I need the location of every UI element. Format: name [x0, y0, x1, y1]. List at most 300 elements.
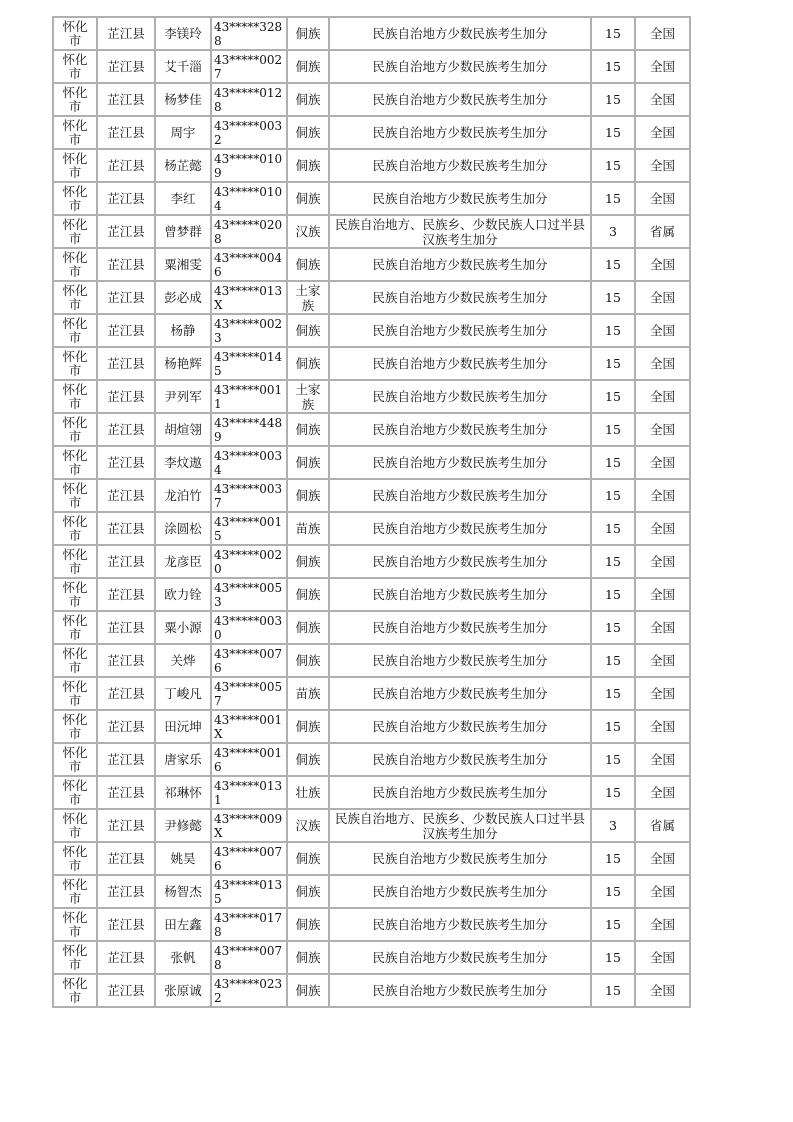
name-cell: 杨艳辉: [155, 347, 211, 380]
bonus-reason-cell: [329, 842, 591, 875]
county-cell: 芷江县: [97, 182, 155, 215]
id-number-cell-text: 43*****0131: [214, 778, 283, 807]
city-cell-text: 怀化市: [62, 381, 88, 411]
id-number-cell: [211, 809, 287, 842]
name-cell: 欧力铨: [155, 578, 211, 611]
scope-cell: 全国: [635, 677, 690, 710]
ethnicity-cell: [287, 50, 329, 83]
city-cell-text: 怀化市: [62, 183, 88, 213]
city-cell: [53, 116, 97, 149]
city-cell: [53, 413, 97, 446]
id-number-cell-text: 43*****0178: [214, 910, 283, 939]
city-cell-text: 怀化市: [62, 876, 88, 906]
city-cell: [53, 281, 97, 314]
bonus-reason-cell-text: 民族自治地方少数民族考生加分: [372, 521, 548, 536]
name-cell: 杨芷懿: [155, 149, 211, 182]
id-number-cell-text: 43*****0015: [214, 514, 283, 543]
name-cell: 粟小源: [155, 611, 211, 644]
ethnicity-cell: [287, 677, 329, 710]
bonus-reason-cell-text: 民族自治地方少数民族考生加分: [372, 158, 548, 173]
bonus-reason-cell: [329, 644, 591, 677]
bonus-reason-cell-text: 民族自治地方少数民族考生加分: [372, 422, 548, 437]
ethnicity-cell-text: 侗族: [295, 917, 321, 932]
city-cell: [53, 578, 97, 611]
ethnicity-cell-text: 侗族: [295, 158, 321, 173]
county-cell: 芷江县: [97, 83, 155, 116]
id-number-cell: [211, 380, 287, 413]
bonus-reason-cell-text: 民族自治地方少数民族考生加分: [372, 323, 548, 338]
city-cell: [53, 974, 97, 1007]
city-cell-text: 怀化市: [62, 579, 88, 609]
table-row: [53, 974, 690, 1007]
bonus-reason-cell: [329, 974, 591, 1007]
id-number-cell: [211, 83, 287, 116]
bonus-reason-cell-text: 民族自治地方少数民族考生加分: [372, 719, 548, 734]
bonus-reason-cell: [329, 611, 591, 644]
id-number-cell-text: 43*****0053: [214, 580, 283, 609]
bonus-reason-cell-text: 民族自治地方少数民族考生加分: [372, 653, 548, 668]
ethnicity-cell-text: 壮族: [295, 785, 321, 800]
table-row: [53, 149, 690, 182]
ethnicity-cell: [287, 413, 329, 446]
id-number-cell: [211, 941, 287, 974]
scope-cell: 全国: [635, 380, 690, 413]
bonus-reason-cell-text: 民族自治地方少数民族考生加分: [372, 125, 548, 140]
city-cell: [53, 446, 97, 479]
ethnicity-cell: [287, 545, 329, 578]
bonus-reason-cell-text: 民族自治地方少数民族考生加分: [372, 257, 548, 272]
id-number-cell: [211, 182, 287, 215]
table-row: [53, 314, 690, 347]
ethnicity-cell: [287, 182, 329, 215]
bonus-reason-cell: [329, 413, 591, 446]
name-cell: 胡煊翎: [155, 413, 211, 446]
county-cell: 芷江县: [97, 908, 155, 941]
city-cell: [53, 875, 97, 908]
county-cell: 芷江县: [97, 776, 155, 809]
ethnicity-cell-text: 侗族: [295, 851, 321, 866]
table-row: [53, 875, 690, 908]
id-number-cell: [211, 479, 287, 512]
id-number-cell-text: 43*****0109: [214, 151, 283, 180]
city-cell: [53, 776, 97, 809]
id-number-cell: [211, 710, 287, 743]
name-cell: 周宇: [155, 116, 211, 149]
id-number-cell-text: 43*****0016: [214, 745, 283, 774]
ethnicity-cell-text: 侗族: [295, 92, 321, 107]
id-number-cell: [211, 842, 287, 875]
ethnicity-cell: [287, 974, 329, 1007]
county-cell: 芷江县: [97, 578, 155, 611]
city-cell-text: 怀化市: [62, 975, 88, 1005]
ethnicity-cell-text: 土家族: [295, 381, 321, 412]
name-cell: 丁峻凡: [155, 677, 211, 710]
id-number-cell: [211, 413, 287, 446]
scope-cell: 全国: [635, 611, 690, 644]
bonus-reason-cell-text: 民族自治地方少数民族考生加分: [372, 389, 548, 404]
city-cell-text: 怀化市: [62, 480, 88, 510]
bonus-reason-cell-text: 民族自治地方少数民族考生加分: [372, 917, 548, 932]
ethnicity-cell-text: 汉族: [295, 224, 321, 239]
city-cell-text: 怀化市: [62, 150, 88, 180]
ethnicity-cell: [287, 380, 329, 413]
id-number-cell-text: 43*****0034: [214, 448, 283, 477]
id-number-cell: [211, 776, 287, 809]
id-number-cell: [211, 17, 287, 50]
city-cell: [53, 479, 97, 512]
id-number-cell-text: 43*****0037: [214, 481, 283, 510]
city-cell-text: 怀化市: [62, 711, 88, 741]
id-number-cell-text: 43*****0046: [214, 250, 283, 279]
table-row: [53, 908, 690, 941]
ethnicity-cell-text: 侗族: [295, 26, 321, 41]
bonus-reason-cell: [329, 215, 591, 248]
scope-cell: 全国: [635, 413, 690, 446]
county-cell: 芷江县: [97, 347, 155, 380]
name-cell: 龙泊竹: [155, 479, 211, 512]
ethnicity-cell: [287, 149, 329, 182]
bonus-reason-cell: [329, 446, 591, 479]
name-cell: 张原诚: [155, 974, 211, 1007]
ethnicity-cell-text: 侗族: [295, 752, 321, 767]
ethnicity-cell: [287, 875, 329, 908]
bonus-reason-cell: [329, 743, 591, 776]
ethnicity-cell: [287, 479, 329, 512]
bonus-points-cell: 15: [591, 512, 635, 545]
ethnicity-cell-text: 侗族: [295, 356, 321, 371]
city-cell: [53, 644, 97, 677]
ethnicity-cell: [287, 314, 329, 347]
ethnicity-cell-text: 侗族: [295, 719, 321, 734]
bonus-points-cell: 3: [591, 809, 635, 842]
id-number-cell-text: 43*****0057: [214, 679, 283, 708]
ethnicity-cell-text: 侗族: [295, 983, 321, 998]
county-cell: 芷江县: [97, 479, 155, 512]
name-cell: 艾千淄: [155, 50, 211, 83]
id-number-cell-text: 43*****0011: [214, 382, 283, 411]
ethnicity-cell: [287, 281, 329, 314]
scope-cell: 全国: [635, 50, 690, 83]
bonus-reason-cell-text: 民族自治地方少数民族考生加分: [372, 455, 548, 470]
ethnicity-cell: [287, 17, 329, 50]
city-cell-text: 怀化市: [62, 810, 88, 840]
id-number-cell: [211, 281, 287, 314]
city-cell: [53, 347, 97, 380]
id-number-cell-text: 43*****0020: [214, 547, 283, 576]
table-row: [53, 611, 690, 644]
city-cell-text: 怀化市: [62, 249, 88, 279]
name-cell: 龙彦臣: [155, 545, 211, 578]
scope-cell: 全国: [635, 248, 690, 281]
name-cell: 杨静: [155, 314, 211, 347]
ethnicity-cell: [287, 83, 329, 116]
id-number-cell-text: 43*****3288: [214, 19, 283, 48]
city-cell-text: 怀化市: [62, 18, 88, 48]
table-row: [53, 479, 690, 512]
county-cell: 芷江县: [97, 611, 155, 644]
name-cell: 杨智杰: [155, 875, 211, 908]
table-row: [53, 83, 690, 116]
name-cell: 彭必成: [155, 281, 211, 314]
ethnicity-cell-text: 侗族: [295, 620, 321, 635]
bonus-reason-cell: [329, 248, 591, 281]
scope-cell: 全国: [635, 17, 690, 50]
table-row: [53, 512, 690, 545]
bonus-points-cell: 15: [591, 380, 635, 413]
bonus-reason-cell: [329, 380, 591, 413]
table-row: [53, 677, 690, 710]
id-number-cell-text: 43*****0128: [214, 85, 283, 114]
table-body: [53, 17, 690, 1007]
ethnicity-cell-text: 侗族: [295, 257, 321, 272]
scope-cell: 全国: [635, 941, 690, 974]
ethnicity-cell: [287, 215, 329, 248]
table-row: [53, 215, 690, 248]
bonus-reason-cell: [329, 116, 591, 149]
bonus-points-cell: 15: [591, 149, 635, 182]
city-cell: [53, 182, 97, 215]
county-cell: 芷江县: [97, 941, 155, 974]
bonus-reason-cell: [329, 875, 591, 908]
county-cell: 芷江县: [97, 644, 155, 677]
ethnicity-cell-text: 汉族: [295, 818, 321, 833]
city-cell-text: 怀化市: [62, 546, 88, 576]
city-cell: [53, 677, 97, 710]
county-cell: 芷江县: [97, 743, 155, 776]
bonus-reason-cell-text: 民族自治地方少数民族考生加分: [372, 884, 548, 899]
bonus-reason-cell: [329, 314, 591, 347]
bonus-reason-cell: [329, 281, 591, 314]
scope-cell: 全国: [635, 776, 690, 809]
bonus-reason-cell: [329, 17, 591, 50]
ethnicity-cell-text: 侗族: [295, 191, 321, 206]
bonus-points-cell: 15: [591, 83, 635, 116]
name-cell: 田左鑫: [155, 908, 211, 941]
id-number-cell: [211, 974, 287, 1007]
scope-cell: 全国: [635, 875, 690, 908]
bonus-points-cell: 15: [591, 644, 635, 677]
bonus-points-cell: 15: [591, 677, 635, 710]
scope-cell: 全国: [635, 545, 690, 578]
bonus-points-cell: 15: [591, 446, 635, 479]
id-number-cell-text: 43*****0135: [214, 877, 283, 906]
bonus-reason-cell-text: 民族自治地方少数民族考生加分: [372, 983, 548, 998]
bonus-reason-cell-text: 民族自治地方少数民族考生加分: [372, 26, 548, 41]
bonus-points-cell: 15: [591, 413, 635, 446]
city-cell: [53, 941, 97, 974]
ethnicity-cell-text: 侗族: [295, 884, 321, 899]
county-cell: 芷江县: [97, 875, 155, 908]
scope-cell: 全国: [635, 83, 690, 116]
bonus-points-cell: 15: [591, 182, 635, 215]
id-number-cell: [211, 116, 287, 149]
bonus-reason-cell: [329, 182, 591, 215]
city-cell: [53, 611, 97, 644]
bonus-points-cell: 15: [591, 314, 635, 347]
bonus-reason-cell: [329, 149, 591, 182]
city-cell-text: 怀化市: [62, 777, 88, 807]
table-row: [53, 281, 690, 314]
city-cell: [53, 17, 97, 50]
city-cell: [53, 248, 97, 281]
bonus-reason-cell: [329, 578, 591, 611]
bonus-points-cell: 15: [591, 248, 635, 281]
ethnicity-cell-text: 侗族: [295, 950, 321, 965]
city-cell-text: 怀化市: [62, 645, 88, 675]
id-number-cell: [211, 347, 287, 380]
scope-cell: 全国: [635, 842, 690, 875]
scope-cell: 全国: [635, 512, 690, 545]
table-row: [53, 116, 690, 149]
city-cell-text: 怀化市: [62, 117, 88, 147]
city-cell-text: 怀化市: [62, 678, 88, 708]
bonus-points-cell: 15: [591, 347, 635, 380]
bonus-reason-cell-text: 民族自治地方少数民族考生加分: [372, 59, 548, 74]
id-number-cell: [211, 908, 287, 941]
city-cell-text: 怀化市: [62, 414, 88, 444]
id-number-cell: [211, 743, 287, 776]
ethnicity-cell: [287, 578, 329, 611]
bonus-reason-cell-text: 民族自治地方少数民族考生加分: [372, 785, 548, 800]
table-row: [53, 776, 690, 809]
id-number-cell: [211, 446, 287, 479]
ethnicity-cell: [287, 842, 329, 875]
id-number-cell-text: 43*****0208: [214, 217, 283, 246]
scope-cell: 全国: [635, 149, 690, 182]
bonus-points-cell: 15: [591, 50, 635, 83]
bonus-reason-cell: [329, 677, 591, 710]
id-number-cell: [211, 314, 287, 347]
bonus-points-cell: 15: [591, 776, 635, 809]
id-number-cell: [211, 677, 287, 710]
bonus-reason-cell-text: 民族自治地方少数民族考生加分: [372, 356, 548, 371]
county-cell: 芷江县: [97, 50, 155, 83]
ethnicity-cell: [287, 116, 329, 149]
ethnicity-cell: [287, 776, 329, 809]
county-cell: 芷江县: [97, 17, 155, 50]
city-cell: [53, 545, 97, 578]
name-cell: 杨梦佳: [155, 83, 211, 116]
id-number-cell: [211, 545, 287, 578]
ethnicity-cell: [287, 611, 329, 644]
city-cell-text: 怀化市: [62, 744, 88, 774]
ethnicity-cell: [287, 347, 329, 380]
bonus-reason-cell-text: 民族自治地方少数民族考生加分: [372, 851, 548, 866]
scope-cell: 全国: [635, 281, 690, 314]
city-cell: [53, 908, 97, 941]
bonus-reason-cell-text: 民族自治地方少数民族考生加分: [372, 554, 548, 569]
bonus-reason-cell: [329, 347, 591, 380]
bonus-reason-cell: [329, 809, 591, 842]
scope-cell: 全国: [635, 347, 690, 380]
id-number-cell-text: 43*****0076: [214, 646, 283, 675]
id-number-cell-text: 43*****013X: [214, 283, 283, 312]
county-cell: 芷江县: [97, 512, 155, 545]
table-row: [53, 743, 690, 776]
id-number-cell-text: 43*****0023: [214, 316, 283, 345]
city-cell-text: 怀化市: [62, 216, 88, 246]
table-row: [53, 413, 690, 446]
name-cell: 李炆遨: [155, 446, 211, 479]
ethnicity-cell-text: 侗族: [295, 587, 321, 602]
scope-cell: 全国: [635, 743, 690, 776]
city-cell: [53, 743, 97, 776]
id-number-cell-text: 43*****0027: [214, 52, 283, 81]
bonus-reason-cell: [329, 941, 591, 974]
id-number-cell-text: 43*****0078: [214, 943, 283, 972]
name-cell: 唐家乐: [155, 743, 211, 776]
table-row: [53, 380, 690, 413]
city-cell: [53, 215, 97, 248]
city-cell: [53, 83, 97, 116]
table-row: [53, 941, 690, 974]
scope-cell: 全国: [635, 116, 690, 149]
id-number-cell: [211, 149, 287, 182]
scope-cell: 全国: [635, 314, 690, 347]
ethnicity-cell: [287, 710, 329, 743]
ethnicity-cell: [287, 512, 329, 545]
ethnicity-cell-text: 苗族: [295, 686, 321, 701]
scope-cell: 全国: [635, 908, 690, 941]
bonus-reason-cell: [329, 83, 591, 116]
city-cell: [53, 710, 97, 743]
bonus-points-cell: 15: [591, 281, 635, 314]
county-cell: 芷江县: [97, 413, 155, 446]
ethnicity-cell: [287, 644, 329, 677]
ethnicity-cell: [287, 809, 329, 842]
county-cell: 芷江县: [97, 974, 155, 1007]
city-cell: [53, 512, 97, 545]
city-cell-text: 怀化市: [62, 513, 88, 543]
scope-cell: 全国: [635, 710, 690, 743]
scope-cell: 全国: [635, 446, 690, 479]
city-cell: [53, 149, 97, 182]
bonus-reason-cell: [329, 545, 591, 578]
ethnicity-cell-text: 侗族: [295, 488, 321, 503]
bonus-points-cell: 15: [591, 17, 635, 50]
ethnicity-cell: [287, 941, 329, 974]
county-cell: 芷江县: [97, 281, 155, 314]
bonus-points-cell: 3: [591, 215, 635, 248]
bonus-points-table: [52, 16, 691, 1008]
city-cell: [53, 809, 97, 842]
table-row: [53, 809, 690, 842]
county-cell: 芷江县: [97, 314, 155, 347]
bonus-reason-cell: [329, 512, 591, 545]
id-number-cell-text: 43*****4489: [214, 415, 283, 444]
bonus-points-cell: 15: [591, 941, 635, 974]
ethnicity-cell: [287, 908, 329, 941]
id-number-cell: [211, 875, 287, 908]
ethnicity-cell: [287, 743, 329, 776]
bonus-reason-cell-text: 民族自治地方少数民族考生加分: [372, 752, 548, 767]
id-number-cell: [211, 215, 287, 248]
county-cell: 芷江县: [97, 809, 155, 842]
county-cell: 芷江县: [97, 215, 155, 248]
id-number-cell: [211, 611, 287, 644]
id-number-cell: [211, 644, 287, 677]
city-cell-text: 怀化市: [62, 51, 88, 81]
county-cell: 芷江县: [97, 116, 155, 149]
id-number-cell: [211, 578, 287, 611]
bonus-points-cell: 15: [591, 116, 635, 149]
table-row: [53, 182, 690, 215]
ethnicity-cell: [287, 248, 329, 281]
id-number-cell-text: 43*****0032: [214, 118, 283, 147]
county-cell: 芷江县: [97, 248, 155, 281]
bonus-points-cell: 15: [591, 842, 635, 875]
bonus-reason-cell: [329, 776, 591, 809]
